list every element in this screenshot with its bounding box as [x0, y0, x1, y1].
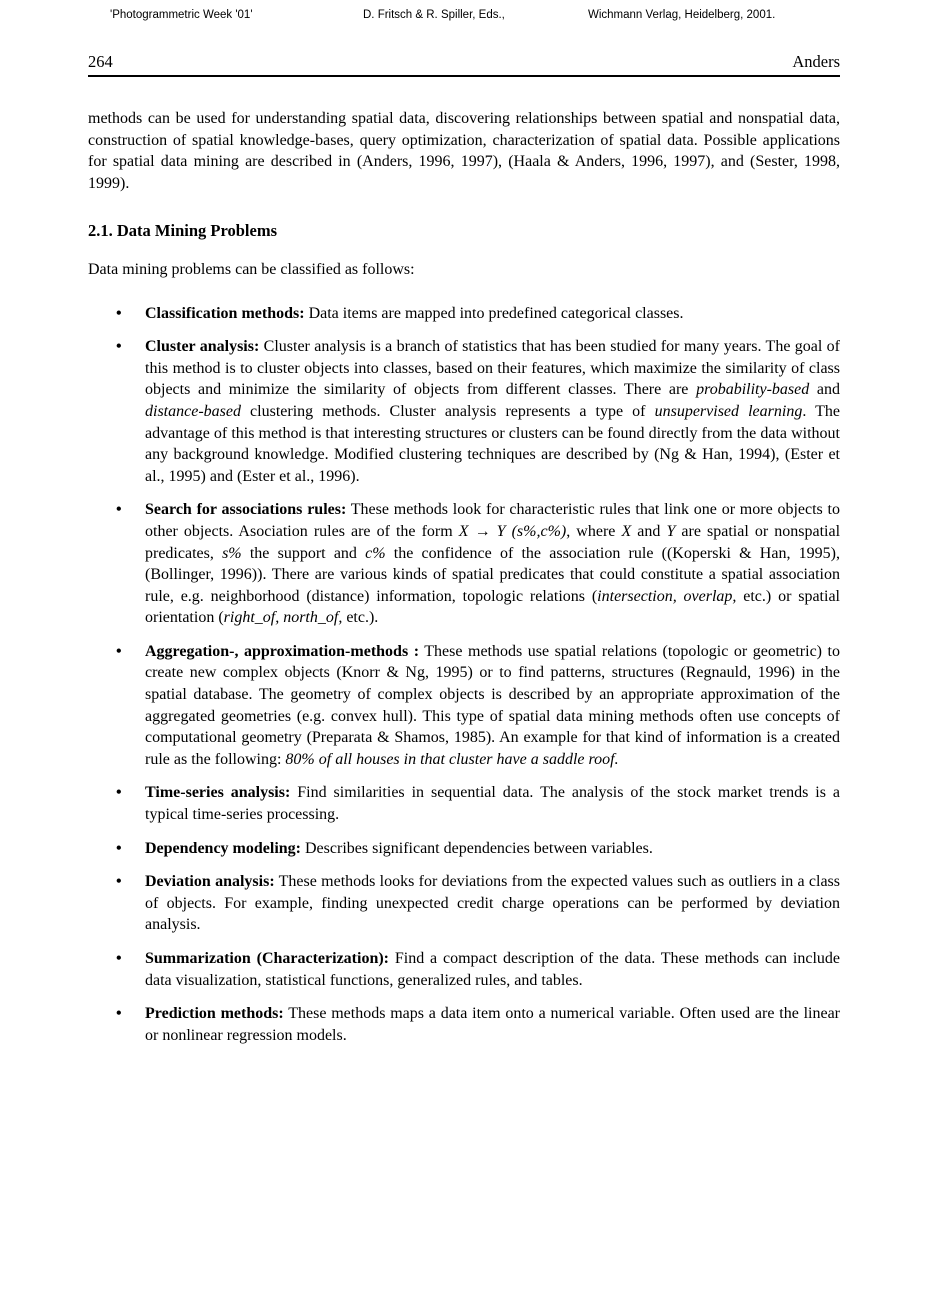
- bullet-text: etc.) or spatial orientation (: [145, 587, 840, 627]
- bullet-text: the support and: [241, 544, 366, 562]
- bullet-term: Prediction methods:: [145, 1005, 284, 1023]
- page-number: 264: [88, 52, 113, 71]
- bullet-icon: •: [116, 501, 122, 519]
- running-head-author: Anders: [792, 52, 840, 71]
- bullet-item-association-rules: [88, 499, 840, 629]
- bullet-text-italic: 80% of all houses in that cluster have a saddle roof.: [285, 750, 619, 768]
- bullet-text-italic: Y: [666, 522, 676, 540]
- bullet-text-italic: X: [621, 522, 632, 540]
- bullet-text: Find a compact description of the data. These methods can include data visualization, statistical functions, generalized rules, and tables.: [145, 950, 840, 989]
- bullet-text: These methods look for characteristic rules that link one or more objects to other objects. Asociation rules are of the form: [145, 501, 841, 540]
- bullet-text: Cluster analysis is a branch of statistics that has been studied for many years. The goal of this method is to cluster objects into classes, based on their features, which maximize the similarity of class objects and minimize the similarity of objects from different classes. There are: [145, 338, 841, 399]
- bullet-text: These methods maps a data item onto a numerical variable. Often used are the linear or nonlinear regression models.: [145, 1005, 841, 1044]
- bullet-term: Time-series analysis:: [145, 784, 291, 802]
- lead-sentence: Data mining problems can be classified as follows:: [88, 260, 415, 278]
- bullet-icon: •: [116, 839, 122, 857]
- bullet-item-dependency-modeling: [88, 838, 840, 860]
- bullet-text: are spatial or nonspatial predicates,: [145, 522, 841, 562]
- bullet-term: Deviation analysis:: [145, 873, 275, 891]
- journal-header: [88, 8, 840, 22]
- bullet-icon: •: [116, 642, 122, 660]
- bullet-item-deviation-analysis: [88, 871, 840, 936]
- section-heading: 2.1. Data Mining Problems: [88, 221, 277, 241]
- bullet-icon: •: [116, 784, 122, 802]
- bullet-text-italic: intersection, overlap,: [597, 587, 737, 605]
- journal-header-right: Wichmann Verlag, Heidelberg, 2001.: [588, 9, 776, 21]
- bullet-list: [88, 303, 840, 1047]
- bullet-text-italic: unsupervised learning: [654, 402, 803, 420]
- bullet-text: and: [631, 522, 667, 540]
- bullet-item-cluster-analysis: [88, 336, 840, 487]
- bullet-text: These methods use spatial relations (topologic or geometric) to create new complex objects (Knorr & Ng, 1995) or to find patterns, structures (Regnauld, 1996) in the spatial database. The geometry of complex objects is described by an appropriate approximation of the aggregated geometries (e.g. convex hull). This type of spatial data mining methods often use concepts of computational geometry (Preparata & Shamos, 1985). An example for that kind of information is a created rule as the following:: [145, 642, 840, 768]
- bullet-icon: •: [116, 304, 122, 322]
- bullet-text: Describes significant dependencies between variables.: [301, 839, 653, 857]
- bullet-term: Cluster analysis:: [145, 338, 260, 356]
- bullet-text-italic: c%: [365, 544, 386, 562]
- bullet-term: Summarization (Characterization):: [145, 950, 390, 967]
- running-head: [88, 52, 840, 77]
- page-body: [88, 108, 840, 1046]
- bullet-text-italic: s%: [222, 544, 242, 562]
- bullet-item-aggregation-approximation: [88, 641, 840, 771]
- bullet-text-italic: probability-based: [696, 381, 810, 399]
- bullet-text: the confidence of the association rule ((Koperski & Han, 1995), (Bollinger, 1996)). There are various kinds of spatial predicates that could constitute a spatial association rule, e.g. neighborhood (distance) information, topologic relations (: [145, 544, 841, 605]
- bullet-term: Dependency modeling:: [145, 839, 301, 857]
- journal-header-center: D. Fritsch & R. Spiller, Eds.,: [363, 9, 505, 21]
- bullet-term: Aggregation-, approximation-methods :: [145, 642, 420, 660]
- bullet-text: Find similarities in sequential data. The analysis of the stock market trends is a typical time-series processing.: [145, 784, 841, 824]
- bullet-item-summarization: [88, 948, 840, 991]
- bullet-text: . The advantage of this method is that interesting structures or clusters can be found directly from the data without any background knowledge. Modified clustering techniques are described by (Ng & Han, 1994), (Ester et al., 1995) and (Ester et al., 1996).: [145, 402, 840, 485]
- bullet-text: These methods looks for deviations from the expected values such as outliers in a class of objects. For example, finding unexpected credit charge operations can be performed by deviation analysis.: [145, 873, 840, 934]
- bullet-text: clustering methods. Cluster analysis represents a type of: [240, 402, 655, 420]
- bullet-text: Data items are mapped into predefined categorical classes.: [304, 304, 684, 322]
- bullet-icon: •: [116, 873, 122, 891]
- bullet-item-time-series: [88, 782, 840, 825]
- bullet-term: Classification methods:: [145, 304, 305, 322]
- intro-paragraph: methods can be used for understanding spatial data, discovering relationships between spatial and nonspatial data, construction of spatial knowledge-bases, query optimization, characterization of spatial data. Possible applications for spatial data mining are described in (Anders, 1996, 1997), (Haala & Anders, 1996, 1997), and (Sester, 1998, 1999).: [88, 110, 840, 192]
- bullet-text-italic: X → Y (s%,c%): [458, 522, 567, 540]
- journal-header-left: 'Photogrammetric Week '01': [110, 9, 253, 21]
- bullet-item-classification: [88, 303, 840, 325]
- bullet-text-italic: distance-based: [145, 402, 241, 420]
- bullet-item-prediction-methods: [88, 1003, 840, 1046]
- bullet-icon: •: [116, 1005, 122, 1023]
- bullet-icon: •: [116, 338, 122, 356]
- bullet-text: , where: [566, 522, 622, 540]
- bullet-text-italic: right_of, north_of,: [223, 609, 343, 627]
- bullet-text: and: [809, 381, 840, 399]
- bullet-text: etc.).: [342, 609, 379, 627]
- bullet-term: Search for associations rules:: [145, 501, 347, 519]
- bullet-icon: •: [116, 950, 122, 967]
